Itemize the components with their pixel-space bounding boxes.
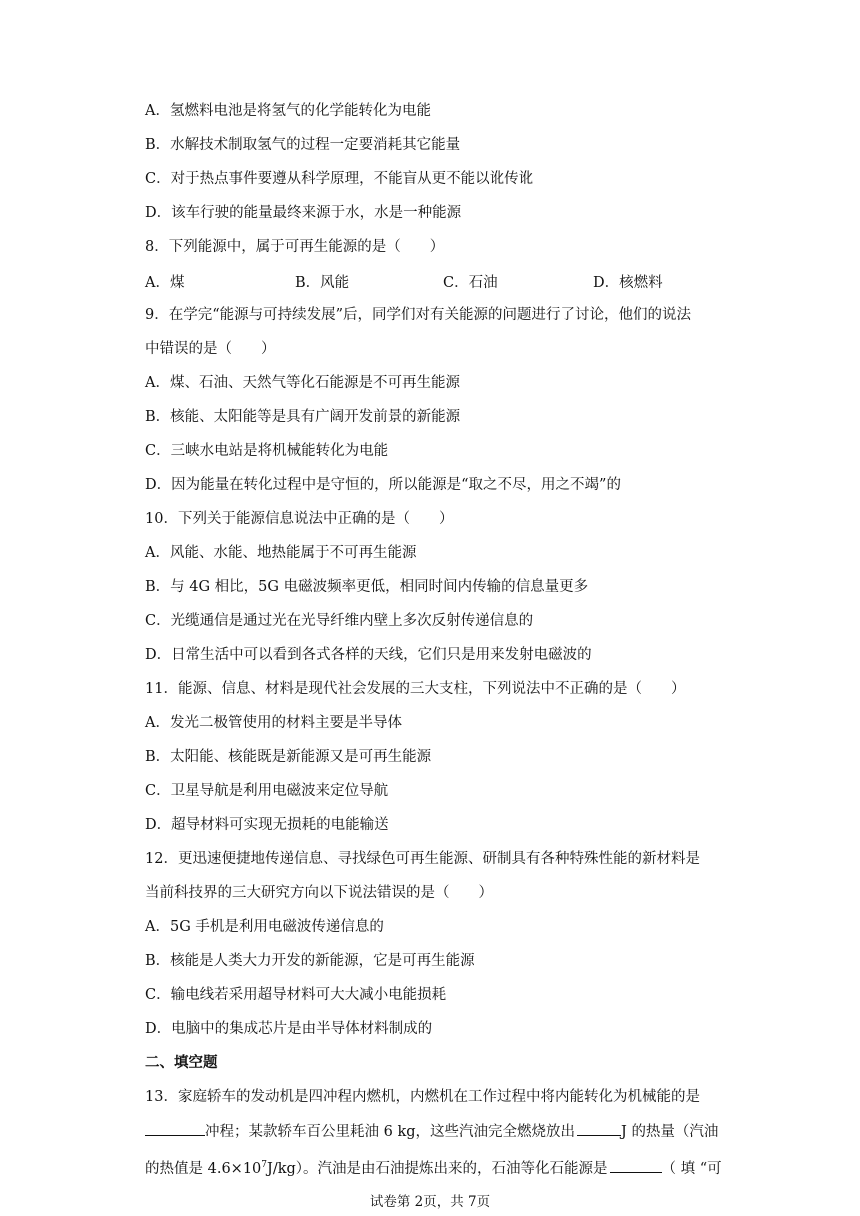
q10-option-c: C．光缆通信是通过光在光导纤维内壁上多次反射传递信息的 [145,613,534,629]
q13-blank-energy-type[interactable] [610,1158,662,1173]
q13-text-2b: J 的热量（汽油 [621,1124,719,1140]
page-footer: 试卷第 2页，共 7页 [369,1194,491,1210]
q11-option-c: C．卫星导航是利用电磁波来定位导航 [145,783,389,799]
q9-stem-line1: 9．在学完“能源与可持续发展”后，同学们对有关能源的问题进行了讨论，他们的说法 [145,307,692,323]
q9-option-d: D．因为能量在转化过程中是守恒的，所以能源是“取之不尽，用之不竭”的 [145,477,621,493]
q7-option-b: B．水解技术制取氢气的过程一定要消耗其它能量 [145,137,461,153]
q9-option-c: C．三峡水电站是将机械能转化为电能 [145,443,389,459]
q9-stem-line2: 中错误的是（ ） [145,341,276,357]
q8-stem: 8．下列能源中，属于可再生能源的是（ ） [145,239,445,255]
q12-option-b: B．核能是人类大力开发的新能源，它是可再生能源 [145,953,475,969]
q9-option-a: A．煤、石油、天然气等化石能源是不可再生能源 [145,375,460,391]
q11-stem: 11．能源、信息、材料是现代社会发展的三大支柱，下列说法中不正确的是（ ） [145,681,686,697]
q13-line2 [145,1121,750,1142]
q13-blank-stroke[interactable] [145,1121,205,1136]
q11-option-b: B．太阳能、核能既是新能源又是可再生能源 [145,749,432,765]
q8-option-d: D．核燃料 [593,275,663,291]
q13-text-3b: J/kg）。汽油是由石油提炼出来的，石油等化石能源是 [267,1160,608,1177]
q11-option-d: D．超导材料可实现无损耗的电能输送 [145,817,389,833]
section-heading-fill-in: 二、填空题 [145,1055,218,1071]
q13-text-2a: 冲程；某款轿车百公里耗油 6 kg，这些汽油完全燃烧放出 [205,1124,576,1140]
q13-exponent: 7 [261,1160,268,1170]
q9-option-b: B．核能、太阳能等是具有广阔开发前景的新能源 [145,409,461,425]
q10-option-d: D．日常生活中可以看到各式各样的天线，它们只是用来发射电磁波的 [145,647,592,663]
q8-options [145,271,765,291]
q10-option-b: B．与 4G 相比，5G 电磁波频率更低，相同时间内传输的信息量更多 [145,579,589,595]
q7-option-a: A．氢燃料电池是将氢气的化学能转化为电能 [145,103,431,119]
q8-option-c: C．石油 [443,275,498,291]
q12-option-c: C．输电线若采用超导材料可大大减小电能损耗 [145,987,447,1003]
q12-option-a: A．5G 手机是利用电磁波传递信息的 [145,919,384,935]
q13-line1: 13．家庭轿车的发动机是四冲程内燃机，内燃机在工作过程中将内能转化为机械能的是 [145,1089,700,1105]
q8-option-b: B．风能 [295,275,350,291]
q12-stem-line2: 当前科技界的三大研究方向以下说法错误的是（ ） [145,885,493,901]
q10-stem: 10．下列关于能源信息说法中正确的是（ ） [145,511,454,527]
q13-blank-heat[interactable] [577,1121,621,1136]
q10-option-a: A．风能、水能、地热能属于不可再生能源 [145,545,417,561]
q13-text-3a: 的热值是 4.6×10 [145,1160,262,1177]
q7-option-c: C．对于热点事件要遵从科学原理，不能盲从更不能以讹传讹 [145,171,534,187]
q7-option-d: D．该车行驶的能量最终来源于水，水是一种能源 [145,205,462,221]
q12-option-d: D．电脑中的集成芯片是由半导体材料制成的 [145,1021,433,1037]
q11-option-a: A．发光二极管使用的材料主要是半导体 [145,715,402,731]
q8-option-a: A．煤 [145,275,185,291]
q13-text-3c: （ 填 “可 [661,1160,722,1177]
q13-line3 [145,1155,750,1179]
q12-stem-line1: 12．更迅速便捷地传递信息、寻找绿色可再生能源、研制具有各种特殊性能的新材料是 [145,851,700,867]
